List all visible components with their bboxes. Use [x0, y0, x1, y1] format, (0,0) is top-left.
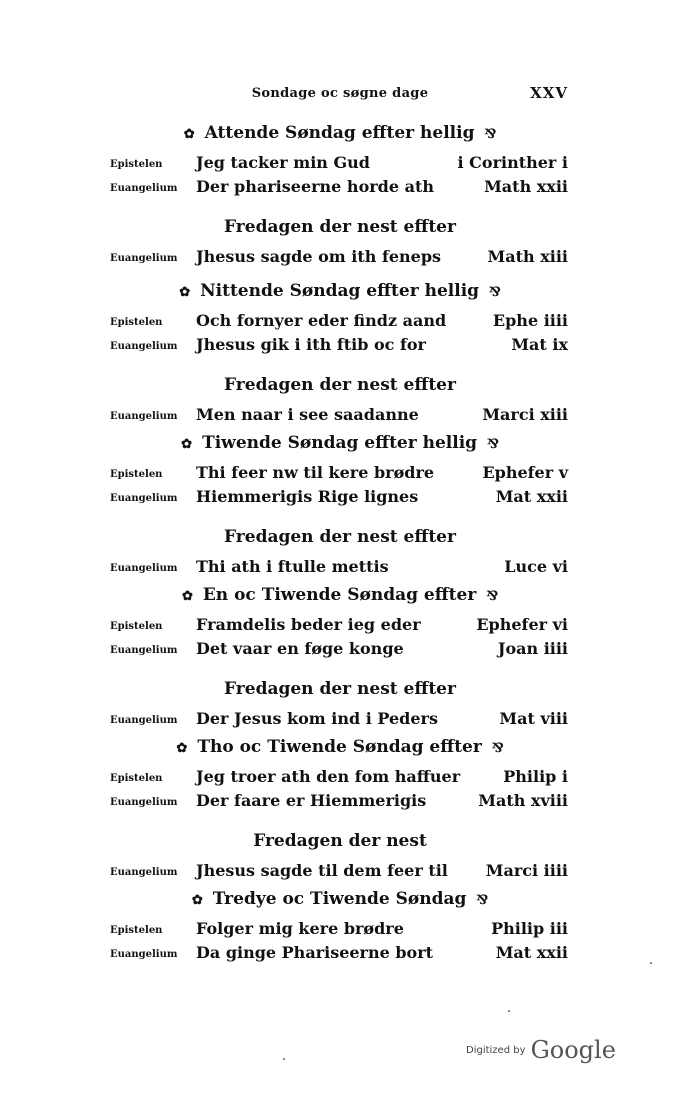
sunday-heading — [0, 281, 680, 301]
reading-text: Hiemmerigis Rige lignes — [196, 487, 419, 506]
page-number: XXV — [530, 84, 568, 102]
sunday-heading — [0, 123, 680, 143]
reading-reference: Philip iii — [491, 919, 568, 938]
reading-reference: Marci iiii — [485, 861, 568, 880]
flower-ornament-icon: ✿ — [176, 741, 188, 756]
reading-row — [0, 177, 680, 201]
reading-reference: Ephefer v — [482, 463, 568, 482]
sunday-heading — [0, 433, 680, 453]
reading-text: Det vaar en føge konge — [196, 639, 404, 658]
reading-label: Epistelen — [110, 159, 163, 170]
digitized-by-text: Digitized by — [466, 1045, 526, 1056]
section-mark-icon: ⅋ — [476, 893, 489, 908]
reading-text: Jhesus sagde til dem feer til — [196, 861, 448, 880]
reading-row — [0, 247, 680, 271]
reading-reference: Mat viii — [499, 709, 568, 728]
google-watermark — [466, 1036, 616, 1064]
friday-heading: Fredagen der nest effter — [224, 527, 456, 547]
reading-reference: Joan iiii — [497, 639, 568, 658]
reading-row — [0, 153, 680, 177]
friday-heading: Fredagen der nest effter — [224, 375, 456, 395]
reading-reference: Marci xiii — [482, 405, 568, 424]
reading-text: Da ginge Phariseerne bort — [196, 943, 434, 962]
reading-text: Jeg tacker min Gud — [196, 153, 370, 172]
reading-label: Euangelium — [110, 341, 178, 352]
reading-row — [0, 463, 680, 487]
reading-reference: Ephe iiii — [492, 311, 568, 330]
reading-text: Thi feer nw til kere brødre — [196, 463, 435, 482]
reading-row — [0, 709, 680, 733]
reading-label: Euangelium — [110, 183, 178, 194]
reading-row — [0, 861, 680, 885]
reading-reference: i Corinther i — [457, 153, 568, 172]
section-mark-icon: ⅋ — [491, 741, 504, 756]
sunday-title: Tiwende Søndag effter hellig — [202, 433, 478, 453]
reading-reference: Mat xxii — [495, 487, 568, 506]
sunday-heading — [0, 737, 680, 757]
section-mark-icon: ⅋ — [486, 589, 499, 604]
reading-label: Euangelium — [110, 493, 178, 504]
reading-label: Euangelium — [110, 797, 178, 808]
flower-ornament-icon: ✿ — [179, 285, 191, 300]
reading-row — [0, 919, 680, 943]
google-logo: Google — [530, 1036, 616, 1064]
reading-text: Men naar i see saadanne — [196, 405, 419, 424]
reading-reference: Mat xxii — [495, 943, 568, 962]
reading-label: Epistelen — [110, 773, 163, 784]
reading-row — [0, 557, 680, 581]
reading-reference: Math xiii — [487, 247, 568, 266]
reading-label: Euangelium — [110, 253, 178, 264]
section-mark-icon: ⅋ — [484, 127, 497, 142]
section-mark-icon: ⅋ — [487, 437, 499, 452]
reading-text: Framdelis beder ieg eder — [196, 615, 421, 634]
reading-label: Euangelium — [110, 645, 178, 656]
reading-text: Der phariseerne horde ath — [196, 177, 434, 196]
print-speck — [650, 962, 652, 964]
reading-reference: Luce vi — [504, 557, 568, 576]
reading-text: Jhesus sagde om ith feneps — [196, 247, 442, 266]
section-mark-icon: ⅋ — [489, 285, 501, 300]
flower-ornament-icon: ✿ — [183, 127, 195, 142]
flower-ornament-icon: ✿ — [181, 589, 193, 604]
reading-text: Och fornyer eder findz aand — [196, 311, 447, 330]
reading-reference: Math xxii — [484, 177, 568, 196]
sunday-title: Tho oc Tiwende Søndag effter — [197, 737, 482, 757]
print-speck — [283, 1058, 285, 1060]
reading-reference: Philip i — [503, 767, 568, 786]
reading-label: Epistelen — [110, 621, 163, 632]
reading-text: Der faare er Hiemmerigis — [196, 791, 427, 810]
reading-row — [0, 405, 680, 429]
reading-row — [0, 943, 680, 967]
reading-row — [0, 639, 680, 663]
reading-reference: Mat ix — [511, 335, 568, 354]
reading-reference: Ephefer vi — [476, 615, 568, 634]
flower-ornament-icon: ✿ — [181, 437, 193, 452]
friday-heading: Fredagen der nest effter — [224, 679, 456, 699]
sunday-title: Nittende Søndag effter hellig — [200, 281, 480, 301]
reading-label: Euangelium — [110, 563, 178, 574]
running-header: Sondage oc søgne dage — [251, 86, 429, 101]
reading-row — [0, 487, 680, 511]
reading-reference: Math xviii — [478, 791, 568, 810]
sunday-title: Tredye oc Tiwende Søndag — [212, 889, 467, 909]
sunday-title: Attende Søndag effter hellig — [204, 123, 475, 143]
reading-label: Epistelen — [110, 925, 163, 936]
reading-label: Euangelium — [110, 411, 178, 422]
reading-label: Epistelen — [110, 469, 163, 480]
reading-row — [0, 767, 680, 791]
reading-text: Jeg troer ath den fom haffuer — [196, 767, 461, 786]
sunday-heading — [0, 889, 680, 909]
reading-row — [0, 791, 680, 815]
reading-row — [0, 335, 680, 359]
sunday-heading — [0, 585, 680, 605]
friday-heading: Fredagen der nest — [253, 831, 427, 851]
friday-heading: Fredagen der nest effter — [224, 217, 456, 237]
flower-ornament-icon: ✿ — [191, 893, 203, 908]
sunday-title: En oc Tiwende Søndag effter — [202, 585, 477, 605]
reading-label: Epistelen — [110, 317, 163, 328]
print-speck — [508, 1010, 510, 1012]
reading-text: Der Jesus kom ind i Peders — [196, 709, 438, 728]
reading-text: Folger mig kere brødre — [196, 919, 404, 938]
reading-row — [0, 311, 680, 335]
reading-text: Jhesus gik i ith ftib oc for — [196, 335, 426, 354]
reading-row — [0, 615, 680, 639]
reading-text: Thi ath i ftulle mettis — [196, 557, 389, 576]
reading-label: Euangelium — [110, 715, 178, 726]
reading-label: Euangelium — [110, 949, 178, 960]
reading-label: Euangelium — [110, 867, 178, 878]
